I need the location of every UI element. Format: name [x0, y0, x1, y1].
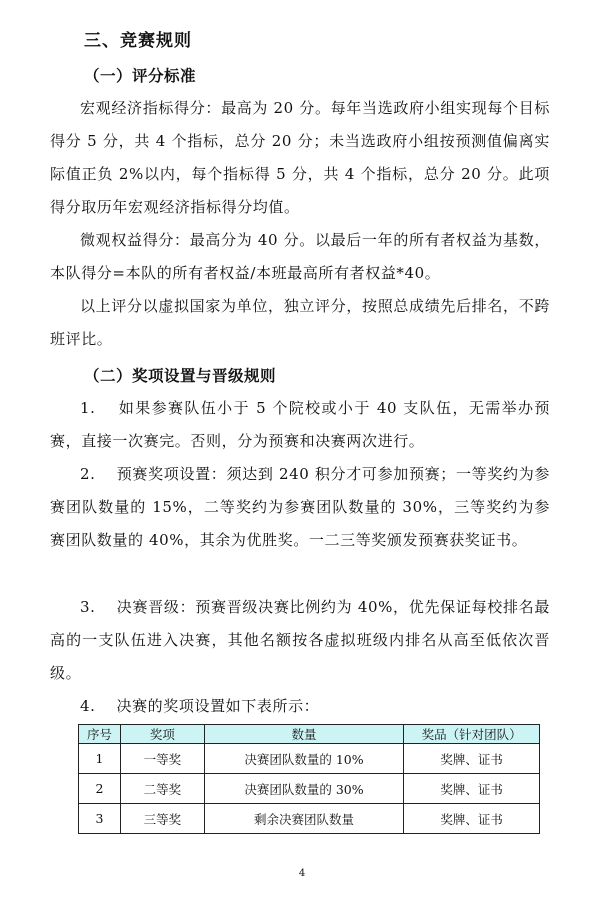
paragraph-text: 宏观经济指标得分：最高为 20 分。每年当选政府小组实现每个目标得分 5 分，共 4 个指标，总分 20 分；未当选政府小组按预测值偏离实际值正负 2%以内，每个指标得 5 分，共 4 个指标，总分 20 分。此项得分取历年宏观经济指标得分均值。 [50, 99, 550, 216]
cell-prize: 奖牌、证书 [404, 774, 540, 804]
paragraph-text: 微观权益得分：最高分为 40 分。以最后一年的所有者权益为基数，本队得分=本队的所有者权益/本班最高所有者权益*40。 [50, 231, 550, 282]
list-item-2 [50, 458, 550, 557]
cell-index: 2 [79, 774, 121, 804]
subsection-heading-awards: （二）奖项设置与晋级规则 [84, 367, 277, 385]
table-header-row [79, 725, 540, 744]
cell-quantity: 剩余决赛团队数量 [204, 804, 404, 834]
paragraph-ranking [50, 290, 550, 356]
cell-index: 3 [79, 804, 121, 834]
list-item-3 [50, 591, 550, 690]
paragraph-macro-score [50, 92, 550, 224]
cell-award: 二等奖 [120, 774, 204, 804]
paragraph-text: 以上评分以虚拟国家为单位，独立评分，按照总成绩先后排名，不跨班评比。 [50, 297, 550, 348]
table-row [79, 744, 540, 774]
paragraph-micro-score [50, 224, 550, 290]
cell-quantity: 决赛团队数量的 10% [204, 744, 404, 774]
list-item-text: 4. 决赛的奖项设置如下表所示： [80, 697, 320, 715]
list-item-text: 2. 预赛奖项设置：须达到 240 积分才可参加预赛；一等奖约为参赛团队数量的 15%，二等奖约为参赛团队数量的 30%，三等奖约为参赛团队数量的 40%，其余为优胜奖。一二三等奖颁发预赛获奖证书。 [50, 465, 550, 549]
cell-award: 三等奖 [120, 804, 204, 834]
cell-index: 1 [79, 744, 121, 774]
cell-award: 一等奖 [120, 744, 204, 774]
subsection-heading-scoring: （一）评分标准 [84, 67, 197, 85]
list-item-1 [50, 392, 550, 458]
list-item-4 [50, 690, 550, 723]
cell-quantity: 决赛团队数量的 30% [204, 774, 404, 804]
section-heading-competition-rules: 三、竞赛规则 [84, 31, 192, 51]
table-row [79, 804, 540, 834]
final-awards-table [78, 724, 540, 834]
list-item-text: 1. 如果参赛队伍小于 5 个院校或小于 40 支队伍，无需举办预赛，直接一次赛完。否则，分为预赛和决赛两次进行。 [50, 399, 550, 450]
table-row [79, 774, 540, 804]
list-item-text: 3. 决赛晋级：预赛晋级决赛比例约为 40%，优先保证每校排名最高的一支队伍进入决赛，其他名额按各虚拟班级内排名从高至低依次晋级。 [50, 598, 550, 682]
header-quantity: 数量 [204, 725, 404, 744]
header-index: 序号 [79, 725, 121, 744]
cell-prize: 奖牌、证书 [404, 804, 540, 834]
header-award: 奖项 [120, 725, 204, 744]
header-prize: 奖品（针对团队） [404, 725, 540, 744]
page-number: 4 [298, 868, 306, 879]
cell-prize: 奖牌、证书 [404, 744, 540, 774]
